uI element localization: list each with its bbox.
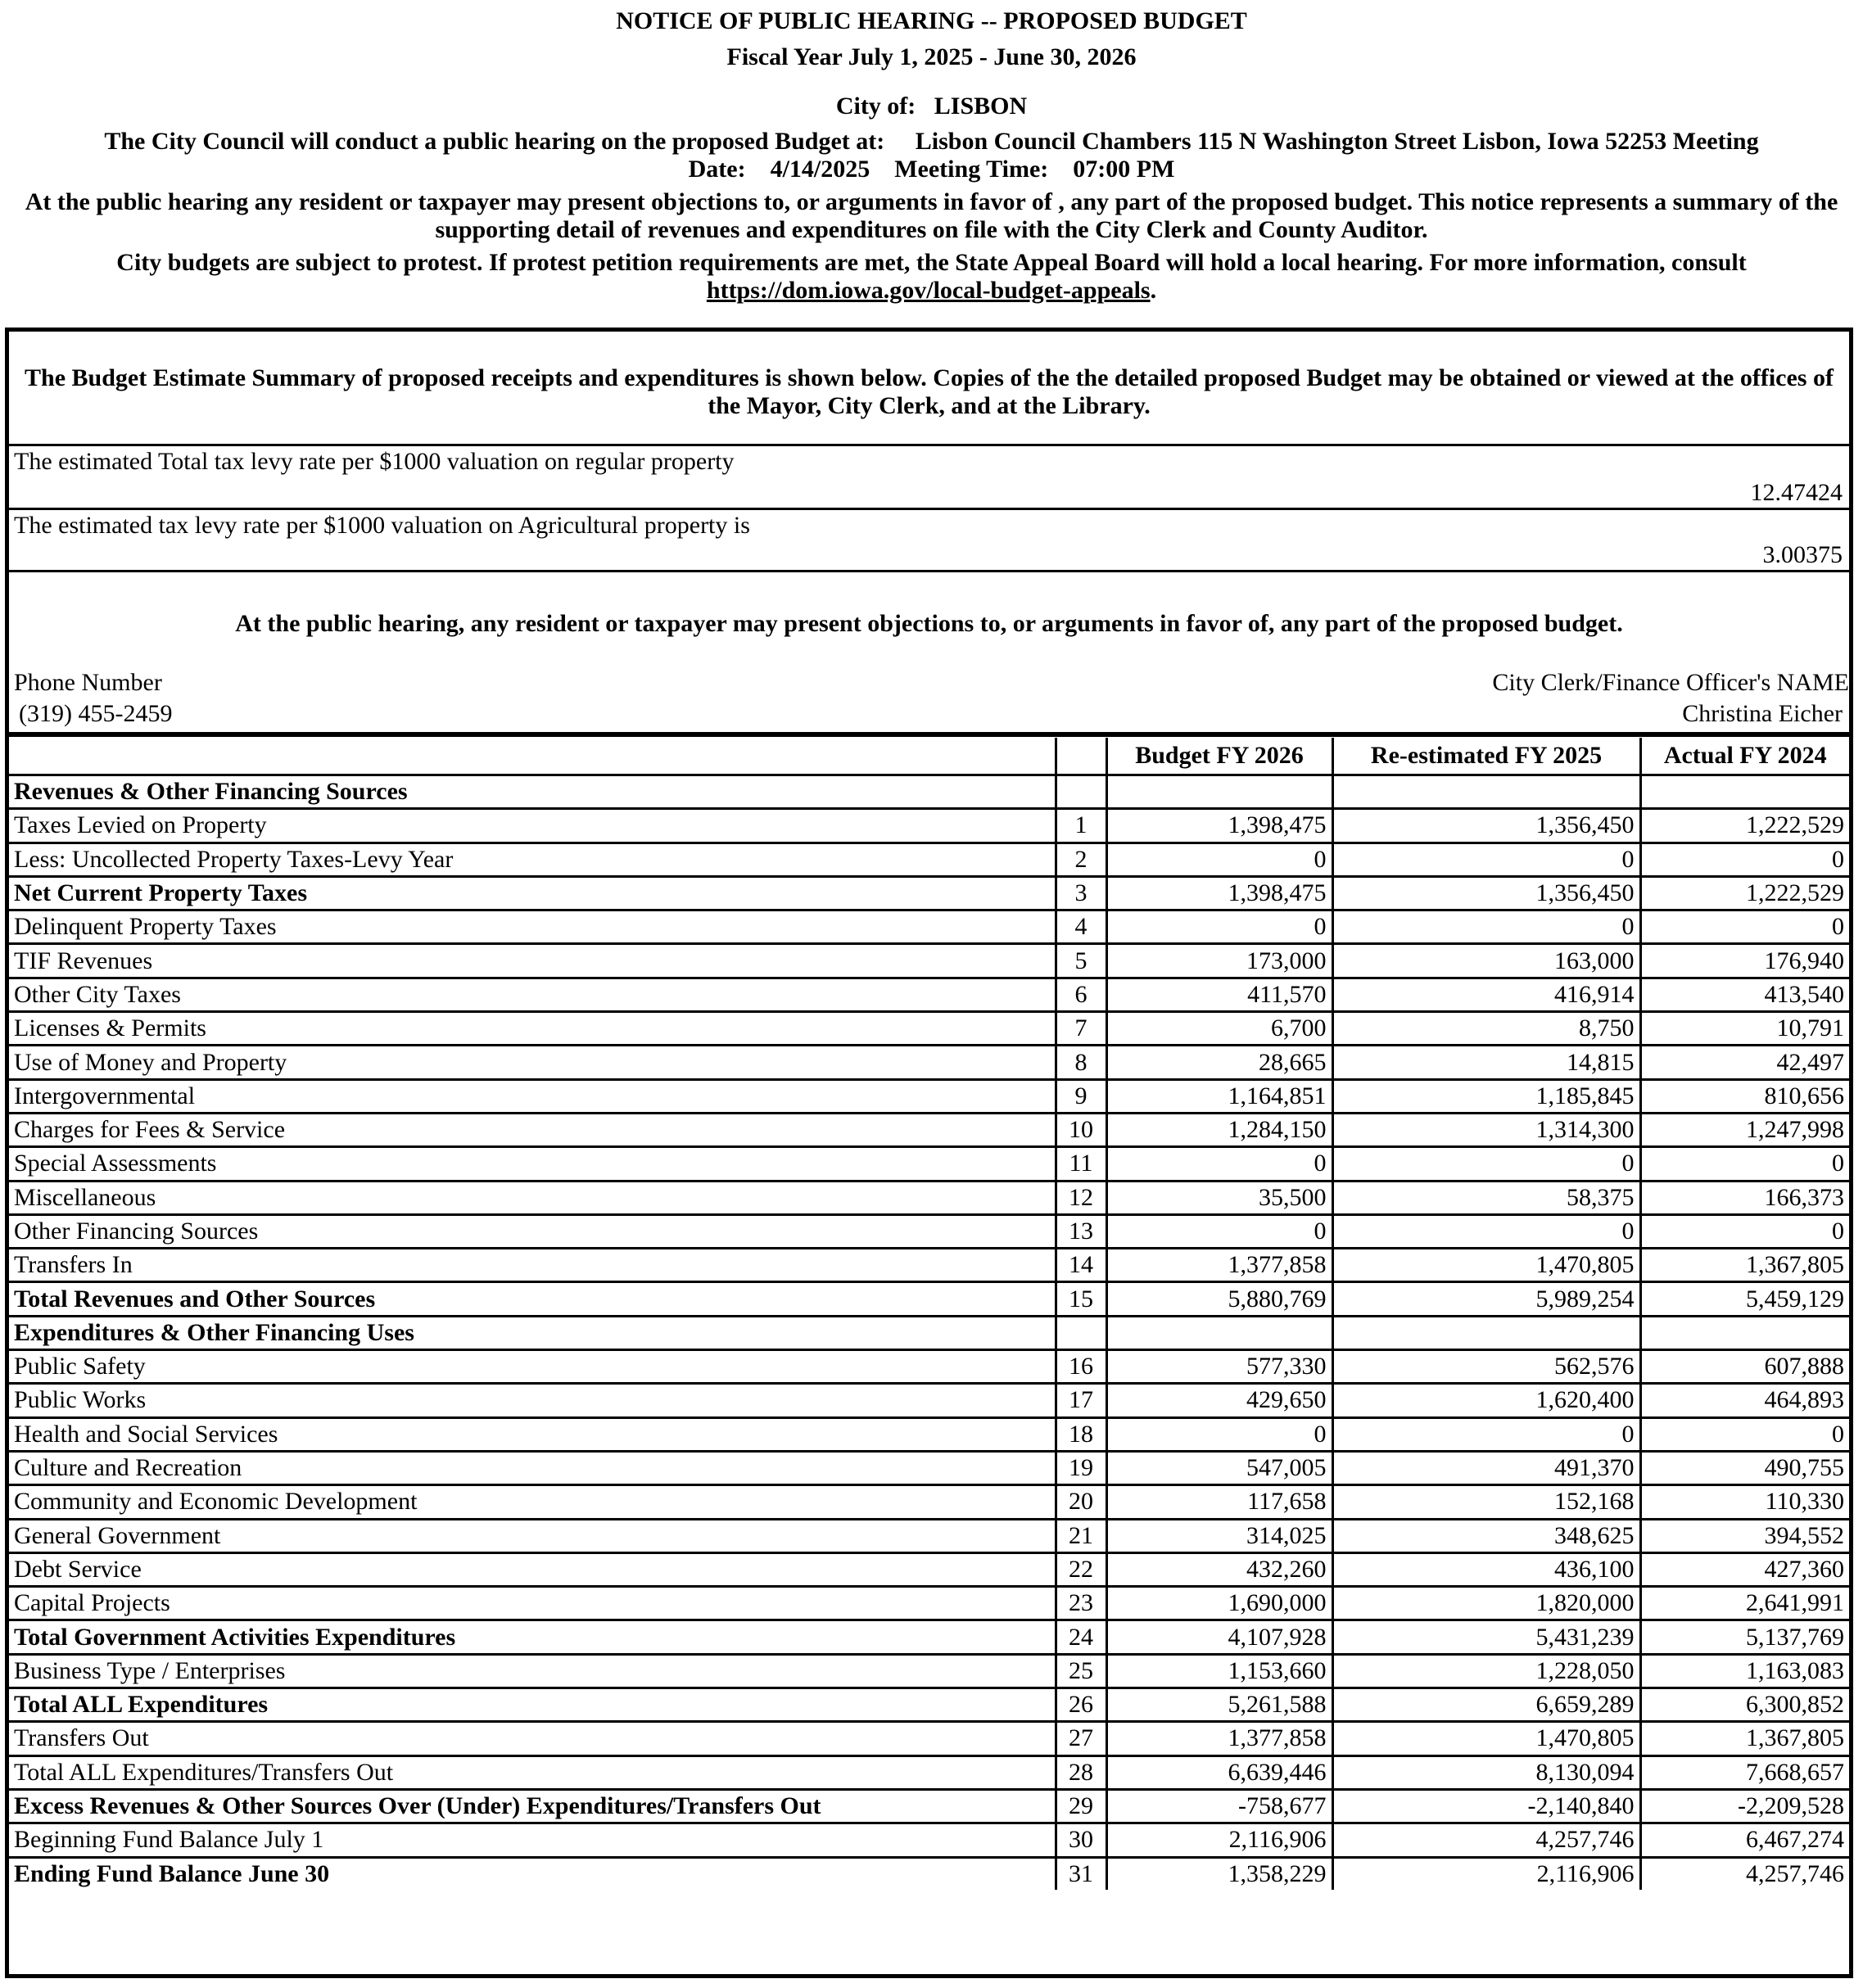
- cell-reestimated-2025: 6,659,289: [1332, 1688, 1640, 1722]
- row-line-number: 17: [1056, 1384, 1106, 1417]
- row-label: Total ALL Expenditures/Transfers Out: [9, 1755, 1056, 1789]
- row-line-number: 16: [1056, 1350, 1106, 1384]
- cell-budget-2026: 0: [1106, 1417, 1332, 1451]
- table-row: [9, 1755, 1849, 1789]
- cell-reestimated-2025: [1332, 1316, 1640, 1349]
- cell-budget-2026: 6,700: [1106, 1012, 1332, 1046]
- notice-title: NOTICE OF PUBLIC HEARING -- PROPOSED BUDGET: [616, 7, 1247, 34]
- table-header-row: [9, 738, 1849, 775]
- table-row: [9, 1654, 1849, 1688]
- divider: [9, 570, 1849, 572]
- row-label: Business Type / Enterprises: [9, 1654, 1056, 1688]
- cell-budget-2026: 577,330: [1106, 1350, 1332, 1384]
- column-header-actual-2024: Actual FY 2024: [1640, 738, 1849, 775]
- row-label: Transfers In: [9, 1249, 1056, 1282]
- table-row: [9, 1249, 1849, 1282]
- cell-actual-2024: 810,656: [1640, 1079, 1849, 1113]
- column-header-budget-2026: Budget FY 2026: [1106, 738, 1332, 775]
- cell-actual-2024: 7,668,657: [1640, 1755, 1849, 1789]
- column-header: [1056, 738, 1106, 775]
- city-line: [16, 92, 1847, 120]
- clerk-name: Christina Eicher: [1682, 700, 1843, 727]
- levy-ag-value: 3.00375: [1762, 541, 1843, 568]
- cell-reestimated-2025: 0: [1332, 1417, 1640, 1451]
- row-line-number: [1056, 1316, 1106, 1349]
- cell-budget-2026: 173,000: [1106, 944, 1332, 978]
- row-label: Other City Taxes: [9, 978, 1056, 1011]
- divider: [9, 508, 1849, 510]
- table-row: [9, 1181, 1849, 1214]
- cell-reestimated-2025: 163,000: [1332, 944, 1640, 978]
- cell-budget-2026: 35,500: [1106, 1181, 1332, 1214]
- table-row: [9, 1046, 1849, 1079]
- cell-reestimated-2025: 0: [1332, 843, 1640, 876]
- cell-reestimated-2025: 348,625: [1332, 1519, 1640, 1552]
- table-row: [9, 1485, 1849, 1519]
- cell-reestimated-2025: 562,576: [1332, 1350, 1640, 1384]
- cell-budget-2026: 1,358,229: [1106, 1857, 1332, 1890]
- row-line-number: 27: [1056, 1722, 1106, 1755]
- row-line-number: 26: [1056, 1688, 1106, 1722]
- table-row: [9, 1079, 1849, 1113]
- cell-budget-2026: 1,153,660: [1106, 1654, 1332, 1688]
- public-hearing-note: At the public hearing, any resident or taxpayer may present objections to, or arguments in favor of, any part of the proposed budget.: [235, 610, 1623, 637]
- row-label: Transfers Out: [9, 1722, 1056, 1755]
- table-row: [9, 1519, 1849, 1552]
- cell-reestimated-2025: 1,356,450: [1332, 809, 1640, 843]
- cell-actual-2024: 0: [1640, 1214, 1849, 1248]
- row-line-number: 2: [1056, 843, 1106, 876]
- table-row: [9, 876, 1849, 910]
- row-line-number: 11: [1056, 1147, 1106, 1181]
- cell-actual-2024: [1640, 1316, 1849, 1349]
- cell-reestimated-2025: 14,815: [1332, 1046, 1640, 1079]
- row-label: Licenses & Permits: [9, 1012, 1056, 1046]
- row-line-number: 13: [1056, 1214, 1106, 1248]
- table-row: [9, 1688, 1849, 1722]
- phone-number: (319) 455-2459: [19, 700, 173, 727]
- protest-body: City budgets are subject to protest. If protest petition requirements are met, the State Appeal Board will hold a local hearing. For more information, consult: [116, 249, 1747, 276]
- cell-reestimated-2025: 5,431,239: [1332, 1620, 1640, 1654]
- cell-actual-2024: 0: [1640, 910, 1849, 944]
- row-label: Community and Economic Development: [9, 1485, 1056, 1519]
- cell-actual-2024: 464,893: [1640, 1384, 1849, 1417]
- cell-reestimated-2025: 1,314,300: [1332, 1113, 1640, 1146]
- cell-reestimated-2025: 491,370: [1332, 1451, 1640, 1484]
- table-row: [9, 978, 1849, 1011]
- row-line-number: 21: [1056, 1519, 1106, 1552]
- cell-actual-2024: 110,330: [1640, 1485, 1849, 1519]
- cell-actual-2024: 1,367,805: [1640, 1722, 1849, 1755]
- row-line-number: 19: [1056, 1451, 1106, 1484]
- cell-budget-2026: 1,398,475: [1106, 876, 1332, 910]
- cell-actual-2024: -2,209,528: [1640, 1789, 1849, 1823]
- cell-reestimated-2025: [1332, 775, 1640, 809]
- row-line-number: 8: [1056, 1046, 1106, 1079]
- cell-budget-2026: 0: [1106, 843, 1332, 876]
- cell-budget-2026: 429,650: [1106, 1384, 1332, 1417]
- cell-actual-2024: 10,791: [1640, 1012, 1849, 1046]
- row-line-number: 22: [1056, 1552, 1106, 1586]
- cell-reestimated-2025: 0: [1332, 1147, 1640, 1181]
- row-line-number: 9: [1056, 1079, 1106, 1113]
- cell-actual-2024: [1640, 775, 1849, 809]
- row-label: Ending Fund Balance June 30: [9, 1857, 1056, 1890]
- row-line-number: 4: [1056, 910, 1106, 944]
- row-line-number: 15: [1056, 1282, 1106, 1316]
- table-row: [9, 1857, 1849, 1890]
- cell-actual-2024: 2,641,991: [1640, 1587, 1849, 1620]
- table-row: [9, 1113, 1849, 1146]
- cell-actual-2024: 0: [1640, 1147, 1849, 1181]
- cell-actual-2024: 1,163,083: [1640, 1654, 1849, 1688]
- cell-actual-2024: 413,540: [1640, 978, 1849, 1011]
- row-label: Revenues & Other Financing Sources: [9, 775, 1056, 809]
- cell-budget-2026: 1,377,858: [1106, 1722, 1332, 1755]
- cell-actual-2024: 4,257,746: [1640, 1857, 1849, 1890]
- table-row: [9, 1214, 1849, 1248]
- row-label: Taxes Levied on Property: [9, 809, 1056, 843]
- row-label: Public Safety: [9, 1350, 1056, 1384]
- cell-budget-2026: [1106, 1316, 1332, 1349]
- cell-reestimated-2025: 1,620,400: [1332, 1384, 1640, 1417]
- row-line-number: 28: [1056, 1755, 1106, 1789]
- cell-actual-2024: 1,222,529: [1640, 809, 1849, 843]
- row-line-number: 25: [1056, 1654, 1106, 1688]
- phone-label: Phone Number: [14, 669, 162, 696]
- table-row: [9, 1316, 1849, 1349]
- clerk-label: City Clerk/Finance Officer's NAME: [1492, 669, 1849, 696]
- row-label: Total ALL Expenditures: [9, 1688, 1056, 1722]
- row-line-number: 18: [1056, 1417, 1106, 1451]
- cell-budget-2026: 0: [1106, 910, 1332, 944]
- cell-actual-2024: 0: [1640, 1417, 1849, 1451]
- cell-actual-2024: 0: [1640, 843, 1849, 876]
- hearing-line-1: The City Council will conduct a public hearing on the proposed Budget at: Lisbon Council Chambers 115 N Washington Street Lisbon, Iowa 52253 Meeting: [104, 128, 1759, 155]
- cell-actual-2024: 42,497: [1640, 1046, 1849, 1079]
- cell-reestimated-2025: 2,116,906: [1332, 1857, 1640, 1890]
- column-header-reestimated-2025: Re-estimated FY 2025: [1332, 738, 1640, 775]
- row-line-number: 7: [1056, 1012, 1106, 1046]
- row-line-number: 6: [1056, 978, 1106, 1011]
- row-label: Beginning Fund Balance July 1: [9, 1823, 1056, 1857]
- cell-reestimated-2025: -2,140,840: [1332, 1789, 1640, 1823]
- city-name: LISBON: [934, 93, 1028, 120]
- cell-actual-2024: 5,137,769: [1640, 1620, 1849, 1654]
- cell-reestimated-2025: 436,100: [1332, 1552, 1640, 1586]
- cell-actual-2024: 166,373: [1640, 1181, 1849, 1214]
- table-row: [9, 775, 1849, 809]
- cell-budget-2026: 314,025: [1106, 1519, 1332, 1552]
- table-row: [9, 1012, 1849, 1046]
- row-label: TIF Revenues: [9, 944, 1056, 978]
- protest-end: .: [1150, 277, 1157, 304]
- row-line-number: 24: [1056, 1620, 1106, 1654]
- row-label: Special Assessments: [9, 1147, 1056, 1181]
- cell-reestimated-2025: 1,185,845: [1332, 1079, 1640, 1113]
- table-row: [9, 1451, 1849, 1484]
- table-row: [9, 1147, 1849, 1181]
- table-row: [9, 1789, 1849, 1823]
- cell-budget-2026: 1,164,851: [1106, 1079, 1332, 1113]
- row-label: Health and Social Services: [9, 1417, 1056, 1451]
- row-label: Less: Uncollected Property Taxes-Levy Year: [9, 843, 1056, 876]
- table-row: [9, 1552, 1849, 1586]
- row-label: Delinquent Property Taxes: [9, 910, 1056, 944]
- cell-actual-2024: 1,367,805: [1640, 1249, 1849, 1282]
- cell-budget-2026: 0: [1106, 1147, 1332, 1181]
- row-line-number: 20: [1056, 1485, 1106, 1519]
- appeals-link[interactable]: https://dom.iowa.gov/local-budget-appeals: [706, 277, 1151, 304]
- cell-actual-2024: 6,467,274: [1640, 1823, 1849, 1857]
- row-label: Debt Service: [9, 1552, 1056, 1586]
- cell-reestimated-2025: 1,356,450: [1332, 876, 1640, 910]
- cell-reestimated-2025: 1,470,805: [1332, 1249, 1640, 1282]
- cell-budget-2026: 1,398,475: [1106, 809, 1332, 843]
- objection-text: At the public hearing any resident or taxpayer may present objections to, or arguments in favor of , any part of the proposed budget. This notice represents a summary of the supporting detail of revenues and expenditures on file with the City Clerk and County Auditor.: [25, 188, 1838, 243]
- cell-reestimated-2025: 4,257,746: [1332, 1823, 1640, 1857]
- cell-actual-2024: 607,888: [1640, 1350, 1849, 1384]
- levy-ag-label: The estimated tax levy rate per $1000 valuation on Agricultural property is: [14, 512, 750, 539]
- row-label: Excess Revenues & Other Sources Over (Under) Expenditures/Transfers Out: [9, 1789, 1056, 1823]
- table-row: [9, 843, 1849, 876]
- divider: [9, 732, 1849, 737]
- fiscal-year: Fiscal Year July 1, 2025 - June 30, 2026: [726, 43, 1137, 70]
- row-label: Net Current Property Taxes: [9, 876, 1056, 910]
- cell-budget-2026: 5,261,588: [1106, 1688, 1332, 1722]
- budget-summary-box: [5, 328, 1853, 1978]
- cell-budget-2026: 432,260: [1106, 1552, 1332, 1586]
- row-label: Use of Money and Property: [9, 1046, 1056, 1079]
- levy-regular-value: 12.47424: [1750, 479, 1843, 506]
- summary-text: The Budget Estimate Summary of proposed receipts and expenditures is shown below. Copies of the the detailed proposed Budget may be obtained or viewed at the offices of the Mayor, City Clerk, and at the Library.: [25, 364, 1834, 419]
- cell-reestimated-2025: 8,750: [1332, 1012, 1640, 1046]
- cell-actual-2024: 394,552: [1640, 1519, 1849, 1552]
- table-row: [9, 1417, 1849, 1451]
- row-line-number: 10: [1056, 1113, 1106, 1146]
- cell-actual-2024: 5,459,129: [1640, 1282, 1849, 1316]
- table-row: [9, 1620, 1849, 1654]
- row-label: Expenditures & Other Financing Uses: [9, 1316, 1056, 1349]
- cell-reestimated-2025: 5,989,254: [1332, 1282, 1640, 1316]
- cell-actual-2024: 427,360: [1640, 1552, 1849, 1586]
- cell-budget-2026: 5,880,769: [1106, 1282, 1332, 1316]
- cell-reestimated-2025: 8,130,094: [1332, 1755, 1640, 1789]
- row-label: Other Financing Sources: [9, 1214, 1056, 1248]
- cell-reestimated-2025: 1,820,000: [1332, 1587, 1640, 1620]
- row-label: General Government: [9, 1519, 1056, 1552]
- row-label: Public Works: [9, 1384, 1056, 1417]
- table-row: [9, 1384, 1849, 1417]
- row-label: Total Revenues and Other Sources: [9, 1282, 1056, 1316]
- row-line-number: 1: [1056, 809, 1106, 843]
- cell-budget-2026: -758,677: [1106, 1789, 1332, 1823]
- cell-reestimated-2025: 416,914: [1332, 978, 1640, 1011]
- city-label: City of:: [835, 93, 916, 120]
- cell-budget-2026: 6,639,446: [1106, 1755, 1332, 1789]
- divider: [9, 444, 1849, 446]
- row-line-number: 3: [1056, 876, 1106, 910]
- row-line-number: 12: [1056, 1181, 1106, 1214]
- row-line-number: 23: [1056, 1587, 1106, 1620]
- cell-budget-2026: 1,377,858: [1106, 1249, 1332, 1282]
- cell-actual-2024: 1,222,529: [1640, 876, 1849, 910]
- cell-budget-2026: 1,284,150: [1106, 1113, 1332, 1146]
- cell-budget-2026: 28,665: [1106, 1046, 1332, 1079]
- row-label: Culture and Recreation: [9, 1451, 1056, 1484]
- cell-budget-2026: 547,005: [1106, 1451, 1332, 1484]
- cell-budget-2026: 411,570: [1106, 978, 1332, 1011]
- table-row: [9, 1350, 1849, 1384]
- hearing-line-2: Date: 4/14/2025 Meeting Time: 07:00 PM: [688, 156, 1175, 183]
- row-label: Intergovernmental: [9, 1079, 1056, 1113]
- row-line-number: [1056, 775, 1106, 809]
- budget-table: [9, 738, 1849, 1890]
- row-line-number: 30: [1056, 1823, 1106, 1857]
- cell-reestimated-2025: 0: [1332, 1214, 1640, 1248]
- cell-reestimated-2025: 152,168: [1332, 1485, 1640, 1519]
- cell-actual-2024: 176,940: [1640, 944, 1849, 978]
- table-row: [9, 944, 1849, 978]
- cell-budget-2026: 0: [1106, 1214, 1332, 1248]
- row-label: Total Government Activities Expenditures: [9, 1620, 1056, 1654]
- cell-budget-2026: 4,107,928: [1106, 1620, 1332, 1654]
- row-line-number: 14: [1056, 1249, 1106, 1282]
- cell-budget-2026: [1106, 775, 1332, 809]
- row-line-number: 5: [1056, 944, 1106, 978]
- cell-budget-2026: 2,116,906: [1106, 1823, 1332, 1857]
- cell-reestimated-2025: 58,375: [1332, 1181, 1640, 1214]
- row-label: Charges for Fees & Service: [9, 1113, 1056, 1146]
- cell-actual-2024: 6,300,852: [1640, 1688, 1849, 1722]
- cell-reestimated-2025: 0: [1332, 910, 1640, 944]
- table-row: [9, 809, 1849, 843]
- levy-regular-label: The estimated Total tax levy rate per $1000 valuation on regular property: [14, 448, 735, 475]
- table-row: [9, 910, 1849, 944]
- column-header: [9, 738, 1056, 775]
- table-row: [9, 1587, 1849, 1620]
- row-line-number: 29: [1056, 1789, 1106, 1823]
- row-label: Capital Projects: [9, 1587, 1056, 1620]
- row-label: Miscellaneous: [9, 1181, 1056, 1214]
- cell-actual-2024: 490,755: [1640, 1451, 1849, 1484]
- cell-reestimated-2025: 1,228,050: [1332, 1654, 1640, 1688]
- table-row: [9, 1722, 1849, 1755]
- cell-reestimated-2025: 1,470,805: [1332, 1722, 1640, 1755]
- hearing-location: [16, 128, 1847, 183]
- cell-actual-2024: 1,247,998: [1640, 1113, 1849, 1146]
- table-row: [9, 1282, 1849, 1316]
- table-row: [9, 1823, 1849, 1857]
- cell-budget-2026: 1,690,000: [1106, 1587, 1332, 1620]
- protest-text: [16, 249, 1847, 305]
- row-line-number: 31: [1056, 1857, 1106, 1890]
- cell-budget-2026: 117,658: [1106, 1485, 1332, 1519]
